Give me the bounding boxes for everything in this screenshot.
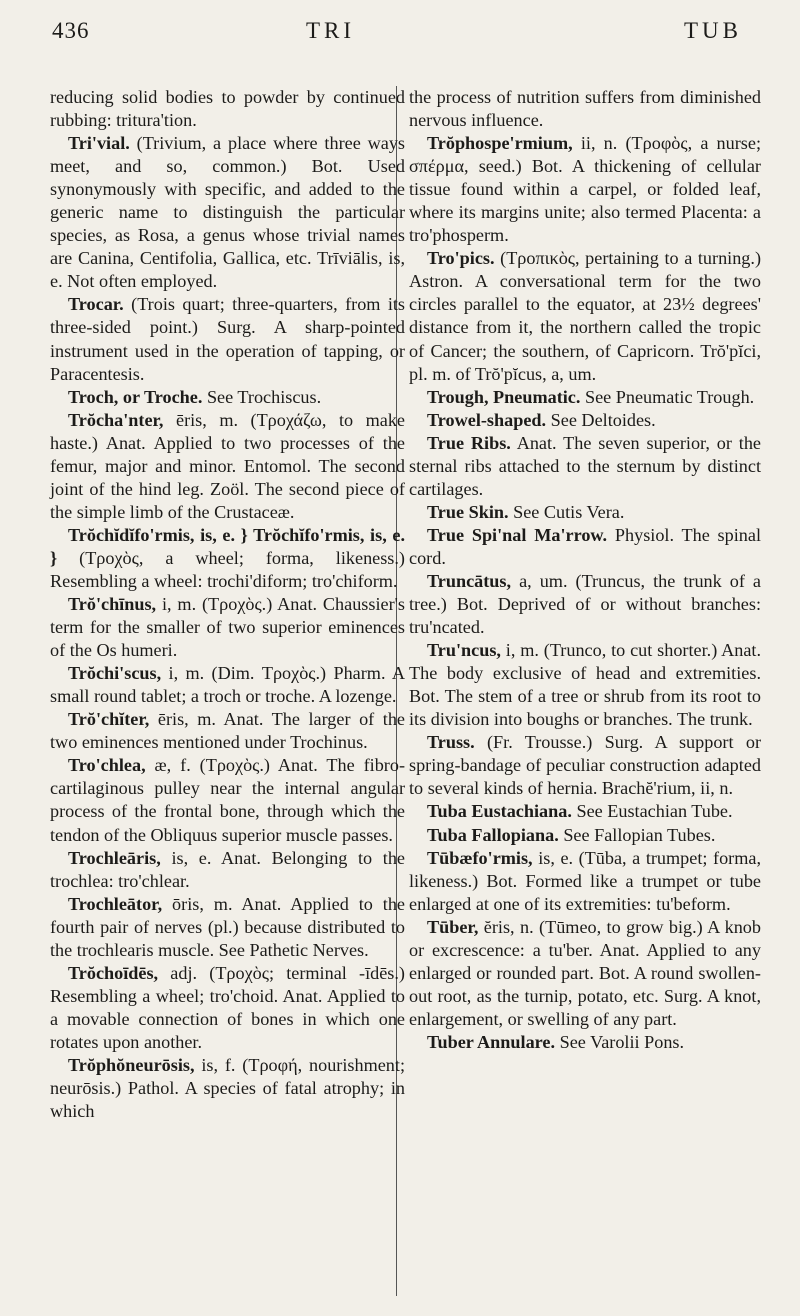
entry-trochleator: Trochleātor, ōris, m. Anat. Applied to the fourth pair of nerves (pl.) because distributed to the trochlearis muscle. See Pathetic Nerves. (50, 893, 406, 960)
left-column (50, 86, 405, 1123)
entry-trowel-shaped: Trowel-shaped. See Deltoides. (427, 409, 656, 430)
entry-truss: Truss. (Fr. Trousse.) Surg. A support or spring-bandage of peculiar construction adapted to several kinds of hernia. Brachĕ'rium, ii, n. (409, 732, 762, 799)
entry-continuation: reducing solid bodies to powder by continued rubbing: tritura'tion. (50, 87, 405, 131)
entry-tuber: Tūber, ĕris, n. (Tūmeo, to grow big.) A knob or excrescence: a tu'ber. Anat. Applied to any enlarged or rounded part. Bot. A round swollen-out root, as the turnip, potato, etc. Surg. A knot, enlargement, or swelling of any part. (409, 916, 761, 1029)
entry-trochiter: Trŏ'chĭter, ēris, m. Anat. The larger of the two eminences mentioned under Trochinus. (50, 709, 406, 753)
entry-trochlea: Tro'chlea, æ, f. (Τροχὸς.) Anat. The fibro-cartilaginous pulley near the internal angular process of the frontal bone, through which the tendon of the Obliquus superior muscle passes. (50, 755, 405, 845)
entry-trochinus: Trŏ'chīnus, i, m. (Τροχὸς.) Anat. Chaussier's term for the smaller of two superior eminences of the Os humeri. (50, 594, 405, 661)
entry-true-skin: True Skin. See Cutis Vera. (427, 501, 625, 522)
right-column (409, 86, 761, 1054)
entry-trochanter: Trŏcha'nter, ēris, m. (Τροχάζω, to make haste.) Anat. Applied to two processes of the femur, major and minor. Entomol. The second joint of the hind leg. Zoöl. The second piece of the simple limb of the Crustaceæ. (50, 409, 405, 522)
running-header (52, 18, 760, 52)
entry-tropics: Tro'pics. (Τροπικὸς, pertaining to a turning.) Astron. A conversational term for the two circles parallel to the equator, at 23½ degrees' distance from it, the northern called the tropic of Cancer; the southern, of Capricorn. Trŏ'pĭci, pl. m. of Trŏ'pĭcus, a, um. (409, 248, 762, 384)
entry-true-spinal-marrow: True Spi'nal Ma'rrow. Physiol. The spinal cord. (409, 524, 761, 568)
guide-word-left: TRI (306, 18, 356, 43)
entry-trivial: Tri'vial. (Trivium, a place where three ways meet, and so, common.) Bot. Used synonymously with specific, and added to the generic name to distinguish the particular species, as Rosa, a genus whose trivial names are Canina, Centifolia, Gallica, etc. Trīviālis, is, e. Not often employed. (50, 133, 405, 292)
entry-trophospermium: Trŏphospe'rmium, ii, n. (Τροφὸς, a nurse; σπέρμα, seed.) Bot. A thickening of cellular tissue found within a carpel, or folded leaf, where its margins unite; also termed Placenta: a tro'phosperm. (409, 133, 761, 246)
entry-trochlearis: Trochleāris, is, e. Anat. Belonging to the trochlea: tro'chlear. (50, 847, 406, 891)
entry-truncus: Tru'ncus, i, m. (Trunco, to cut shorter.) Anat. The body exclusive of head and extremities. Bot. The stem of a tree or shrub from its root to its division into boughs or branches. The trunk. (409, 640, 761, 730)
entry-tuba-eustachiana: Tuba Eustachiana. See Eustachian Tube. (427, 801, 733, 822)
entry-trochiscus: Trŏchi'scus, i, m. (Dim. Τροχὸς.) Pharm. A small round tablet; a troch or troche. A lozenge. (50, 663, 405, 707)
entry-true-ribs: True Ribs. Anat. The seven superior, or the sternal ribs attached to the sternum by distinct cartilages. (409, 432, 762, 499)
entry-continuation: the process of nutrition suffers from diminished nervous influence. (409, 87, 761, 131)
entry-tuber-annulare: Tuber Annulare. See Varolii Pons. (427, 1031, 685, 1052)
entry-tuba-fallopiana: Tuba Fallopiana. See Fallopian Tubes. (427, 824, 716, 845)
entry-trochoides: Trŏchoīdēs, adj. (Τροχὸς; terminal -īdēs.) Resembling a wheel; tro'choid. Anat. Applied to a movable connection of bones in which one rotates upon another. (50, 962, 405, 1052)
entry-troch: Troch, or Troche. See Trochiscus. (68, 386, 322, 407)
entry-trough-pneumatic: Trough, Pneumatic. See Pneumatic Trough. (427, 386, 755, 407)
entry-trophoneurosis: Trŏphŏneurōsis, is, f. (Τροφή, nourishment; neurōsis.) Pathol. A species of fatal atrophy; in which (50, 1054, 406, 1122)
entry-trocar: Trocar. (Trois quart; three-quarters, from its three-sided point.) Surg. A sharp-pointed instrument used in the operation of tapping, or Paracentesis. (50, 294, 406, 384)
entry-tubaeformis: Tūbæfo'rmis, is, e. (Tūba, a trumpet; forma, likeness.) Bot. Formed like a trumpet or tube enlarged at one of its extremities: tu'beform. (409, 847, 761, 914)
guide-word-right: TUB (684, 18, 742, 43)
page-number: 436 (52, 18, 90, 43)
entry-trochidiformis: Trŏchĭdĭfo'rmis, is, e. } Trŏchĭfo'rmis, is, e. } (Τροχὸς, a wheel; forma, likeness.) Resembling a wheel: trochi'diform; tro'chiform. (50, 524, 405, 591)
entry-truncatus: Truncātus, a, um. (Truncus, the trunk of a tree.) Bot. Deprived of or without branches: tru'ncated. (409, 570, 761, 638)
